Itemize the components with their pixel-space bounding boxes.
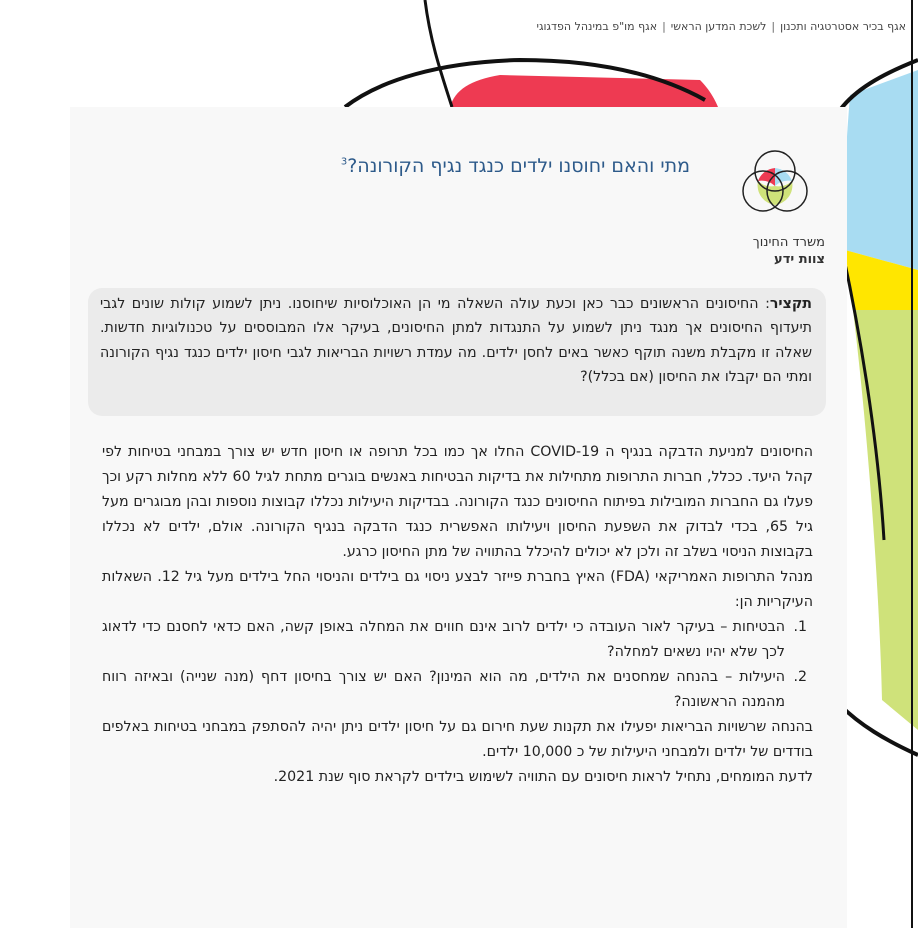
paragraph: החיסונים למניעת הדבקה בנגיף ה COVID-19 החלו אך כמו בכל תרופה או חיסון חדש יש צורך במבחני בטיחות לפי קהל היעד. ככלל, חברות התרופות מתחילות את בדיקות הבטיחות באנשים בוגרים מתחת לגיל 60 ללא מחלות רקע וכך פעלו גם החברות המובילות בפיתוח החיסונים כנגד הקורונה. בבדיקות היעילות נכללו קבוצות נוספות ובהן מבוגרים מעל גיל 65, בכדי לבדוק את השפעת החיסון ויעילותו האפשרית כנגד הדבקה בנגיף הקורונה. אולם, ילדים לא נכללו בקבוצות הניסוי בשלב זה ולכן לא יכולים להיכלל בהתוויה של מתן החיסון כרגע. [102, 444, 813, 560]
footnote-marker: 3 [340, 156, 348, 168]
list-text: היעילות – בהנחה שמחסנים את הילדים, מה הוא המינון? האם יש צורך בחיסון דחף (מנה שנייה) ובאיזה רווח מהמנה הראשונה? [102, 669, 785, 710]
summary-text [100, 292, 812, 390]
red-segment [450, 75, 718, 107]
list-number: 2. [793, 669, 807, 685]
list-item [102, 665, 807, 715]
header-part-1: אגף בכיר אסטרטגיה ותכנון [780, 20, 906, 33]
header-breadcrumb [346, 20, 906, 33]
header-separator: | [662, 20, 666, 33]
blue-segment [844, 70, 918, 270]
header-part-3: אגף מו"פ במינהל הפדגוגי [536, 20, 658, 33]
team-name-line: צוות ידע [774, 252, 825, 267]
summary-lead: תקציר [769, 296, 812, 312]
question-list [102, 615, 813, 715]
paragraph: לדעת המומחים, נתחיל לראות חיסונים עם התוויה לשימוש בילדים לקראת סוף שנת 2021. [273, 769, 813, 785]
summary-body: : החיסונים הראשונים כבר כאן וכעת עולה השאלה מי הן האוכלוסיות שיחוסנו. ניתן לשמוע קולות שונים לגבי תיעדוף החיסונים אך מנגד ניתן לשמוע על התנגדות למתן החיסונים, בעיקר אלו המבוססים על טכנולוגיות חדשות. שאלה זו מקבלת משנה תוקף כאשר באים לחסן ילדים. מה עמדת רשויות הבריאות לגבי חיסון ילדים כנגד נגיף הקורונה ומתי הם יקבלו את החיסון (אם בכלל)? [100, 296, 812, 386]
title-text: מתי והאם יחוסנו ילדים כנגד נגיף הקורונה? [347, 155, 690, 177]
list-item [102, 615, 807, 665]
list-number: 1. [793, 619, 807, 635]
top-vertical-curve [425, 0, 452, 107]
ministry-name-line: משרד החינוך [752, 235, 825, 250]
ministry-name [690, 234, 825, 268]
article-body [102, 440, 813, 790]
ministry-logo-icon [725, 147, 825, 217]
paragraph: בהנחה שרשויות הבריאות יפעילו את תקנות שעת חירום גם על חיסון ילדים ניתן יהיה להסתפק במבחני בטיחות באלפים בודדים של ילדים ולמבחני היעילות של כ 10,000 ילדים. [102, 719, 813, 760]
green-segment [853, 310, 918, 730]
header-separator: | [771, 20, 776, 33]
page-title [200, 155, 690, 177]
header-part-2: לשכת המדען הראשי [670, 20, 767, 33]
paragraph: מנהל התרופות האמריקאי (FDA) האיץ בחברת פייזר לבצע ניסוי גם בילדים והניסוי החל בילדים מעל גיל 12. השאלות העיקריות הן: [102, 569, 813, 610]
list-text: הבטיחות – בעיקר לאור העובדה כי ילדים לרוב אינם חווים את המחלה באופן קשה, האם כדאי לחסנם כדי לדאוג לכך שלא יהיו נשאים למחלה? [102, 619, 785, 660]
